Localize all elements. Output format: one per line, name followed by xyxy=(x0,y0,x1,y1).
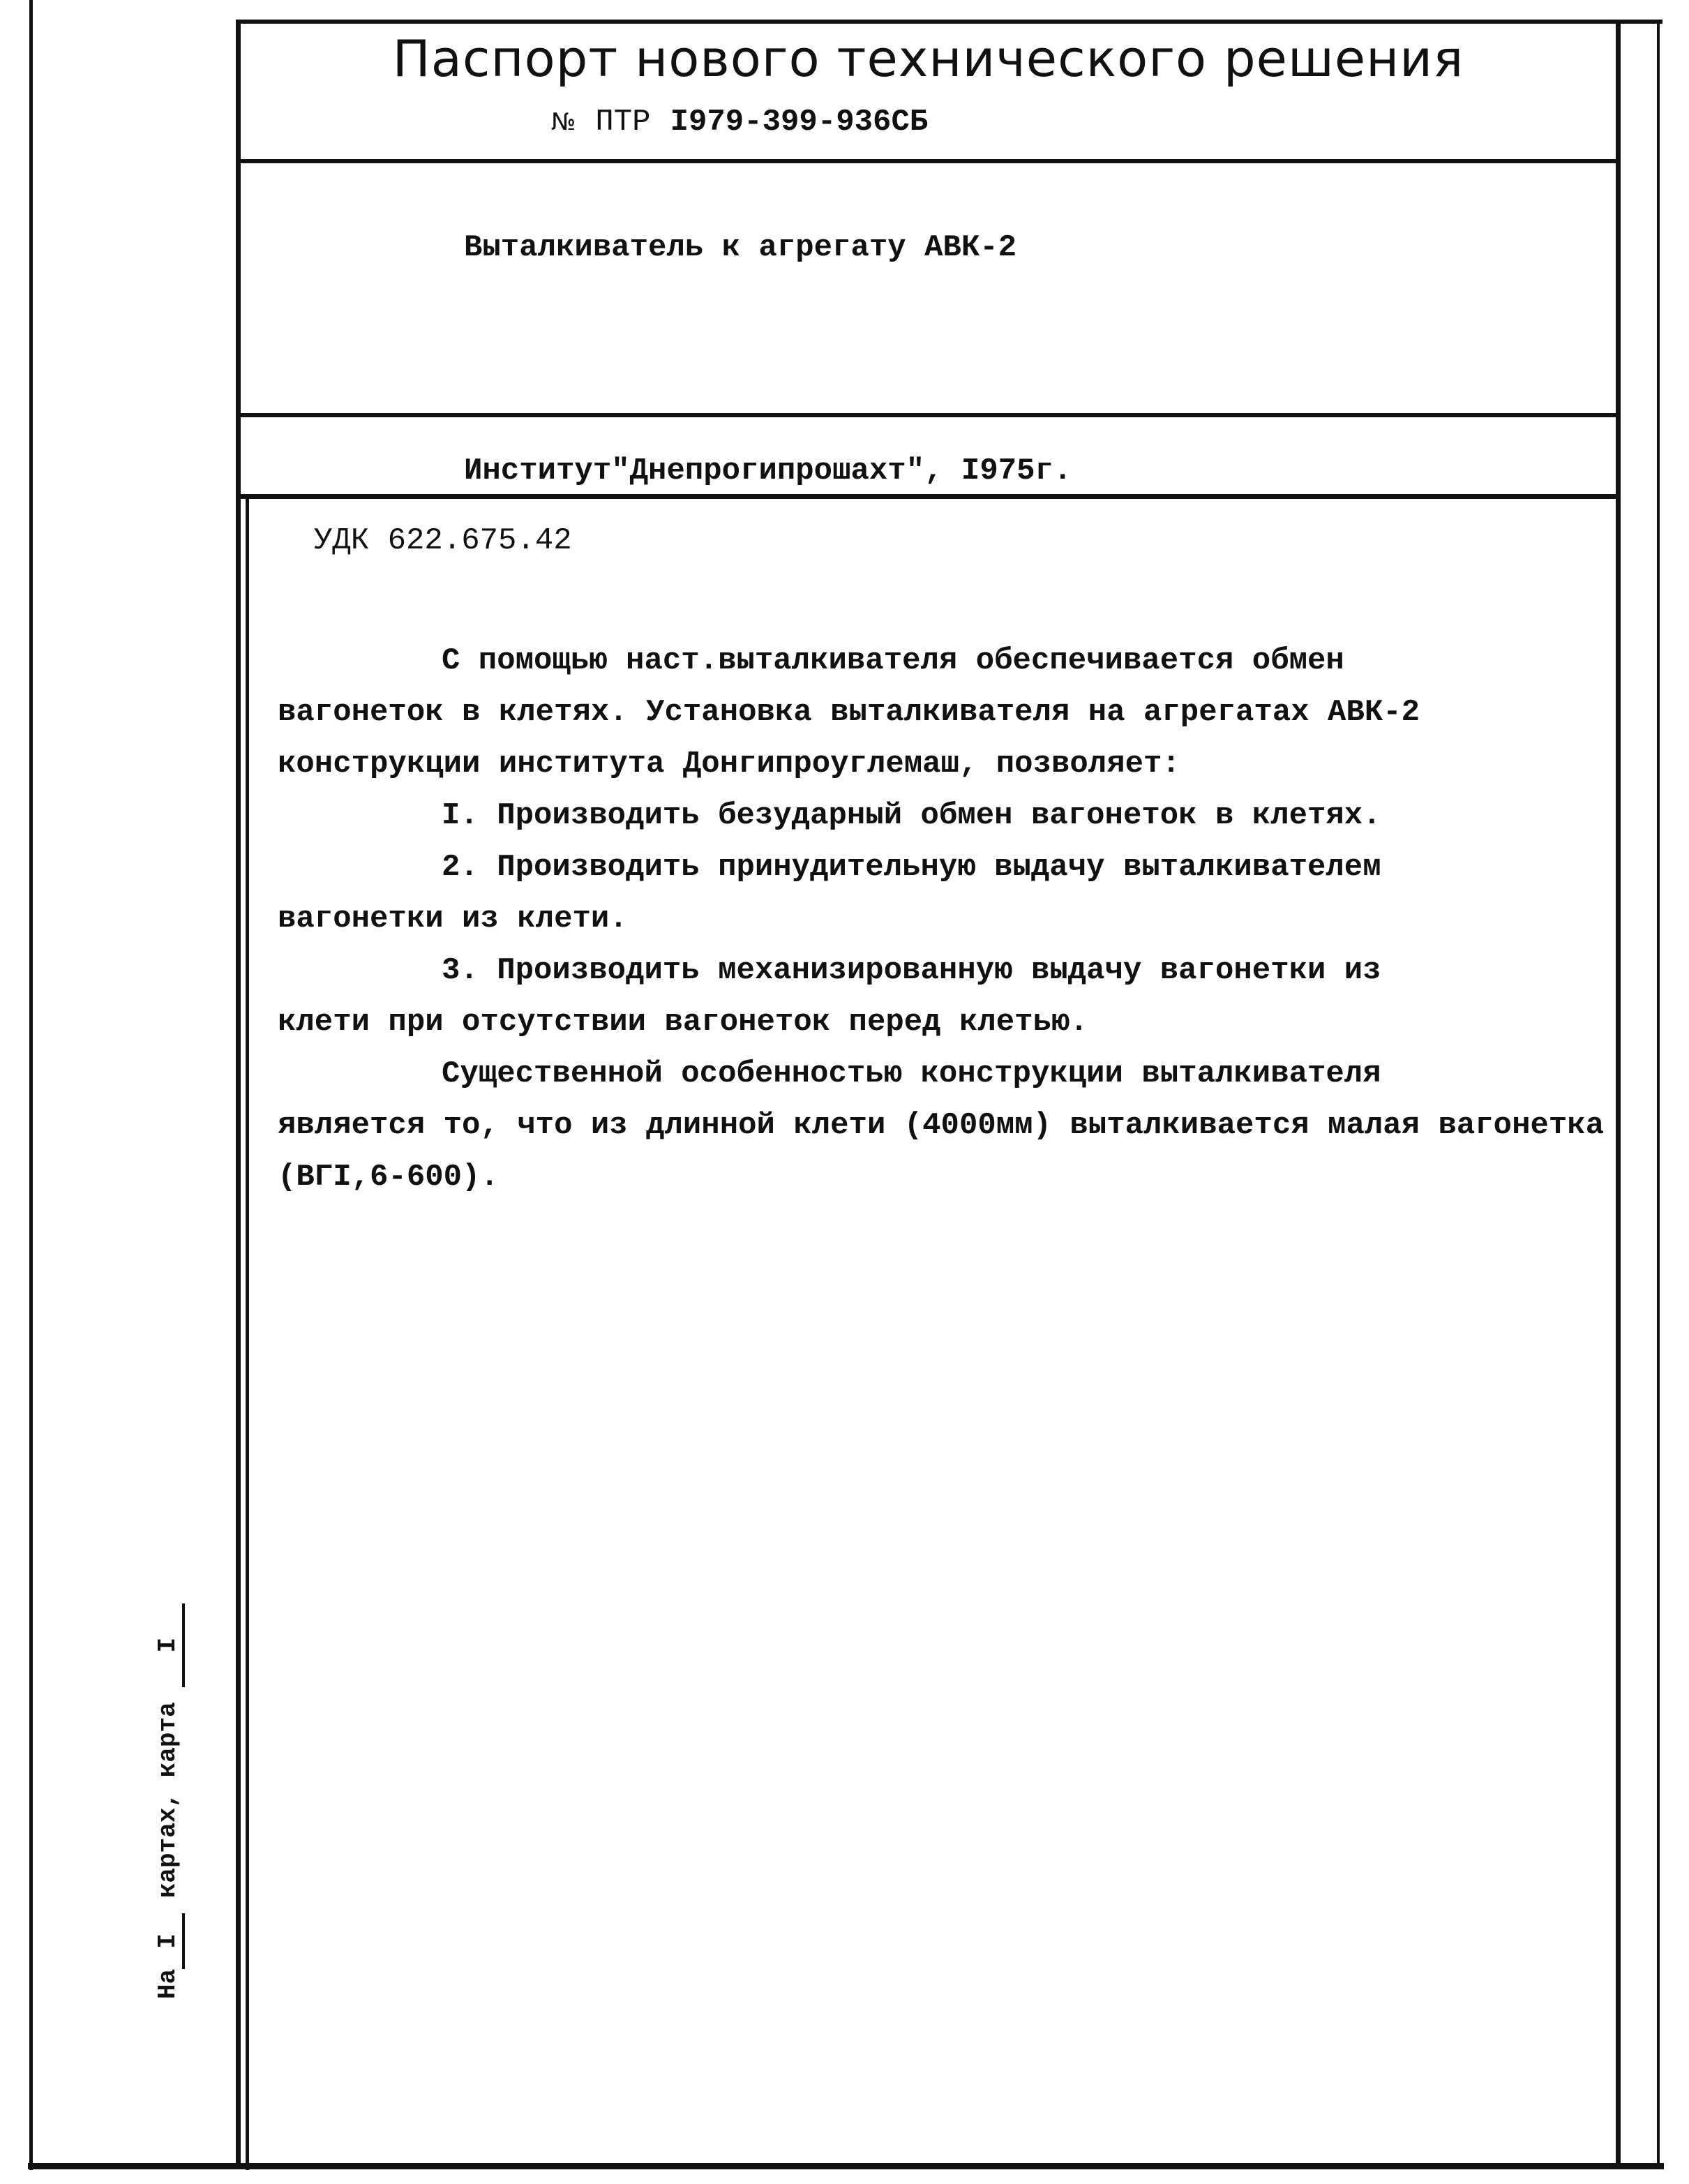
organization-divider xyxy=(236,494,1621,499)
left-margin-line xyxy=(29,0,33,2170)
card-count-label xyxy=(153,1603,185,1999)
frame-left-border xyxy=(236,20,241,2169)
feature-continuation: является то, что из длинной клети (4000мм) выталкивается малая вагонетка (ВГI,6-600). xyxy=(278,1108,1605,1195)
list-item-3-continuation: клети при отсутствии вагонеток перед клетью. xyxy=(278,1005,1088,1040)
product-name: Выталкиватель к агрегату АВК-2 xyxy=(464,230,1017,265)
frame-top-border xyxy=(236,20,1662,24)
document-title: Паспорт нового технического решения xyxy=(392,29,1464,88)
document-number xyxy=(551,105,928,140)
header-divider xyxy=(236,159,1621,163)
frame-bottom-border xyxy=(28,2163,1664,2169)
description-text xyxy=(278,635,1610,1203)
feature-first-line: Существенной особенностью конструкции выталкивателя xyxy=(442,1056,1381,1091)
list-item-3: 3. Производить механизированную выдачу вагонетки из xyxy=(442,953,1381,988)
frame-left-inner-border xyxy=(246,499,249,2170)
total-cards: I xyxy=(154,1913,185,1969)
organization-line: Институт"Днепрогипрошахт", I975г. xyxy=(464,454,1072,488)
number-value: I979-399-936СБ xyxy=(670,105,929,140)
number-sign: № xyxy=(551,108,576,136)
card-number: I xyxy=(154,1603,185,1687)
card-count-prefix: На xyxy=(153,1968,182,1999)
number-prefix: ПТР xyxy=(595,105,651,140)
frame-right-border xyxy=(1616,20,1621,2169)
product-divider xyxy=(236,413,1621,417)
list-item-1: I. Производить безударный обмен вагонеток в клетях. xyxy=(442,798,1381,833)
udk-code: УДК 622.675.42 xyxy=(314,523,572,558)
intro-continuation: вагонеток в клетях. Установка выталкивателя на агрегатах АВК-2 конструкции института Донгипроуглемаш, позволяет: xyxy=(278,695,1420,781)
list-item-2-continuation: вагонетки из клети. xyxy=(278,902,628,936)
frame-right-outer-border xyxy=(1657,20,1660,2169)
list-item-2: 2. Производить принудительную выдачу выталкивателем xyxy=(442,850,1381,885)
card-count-middle: картах, карта xyxy=(153,1702,182,1899)
intro-first-line: С помощью наст.выталкивателя обеспечивается обмен xyxy=(442,643,1344,678)
